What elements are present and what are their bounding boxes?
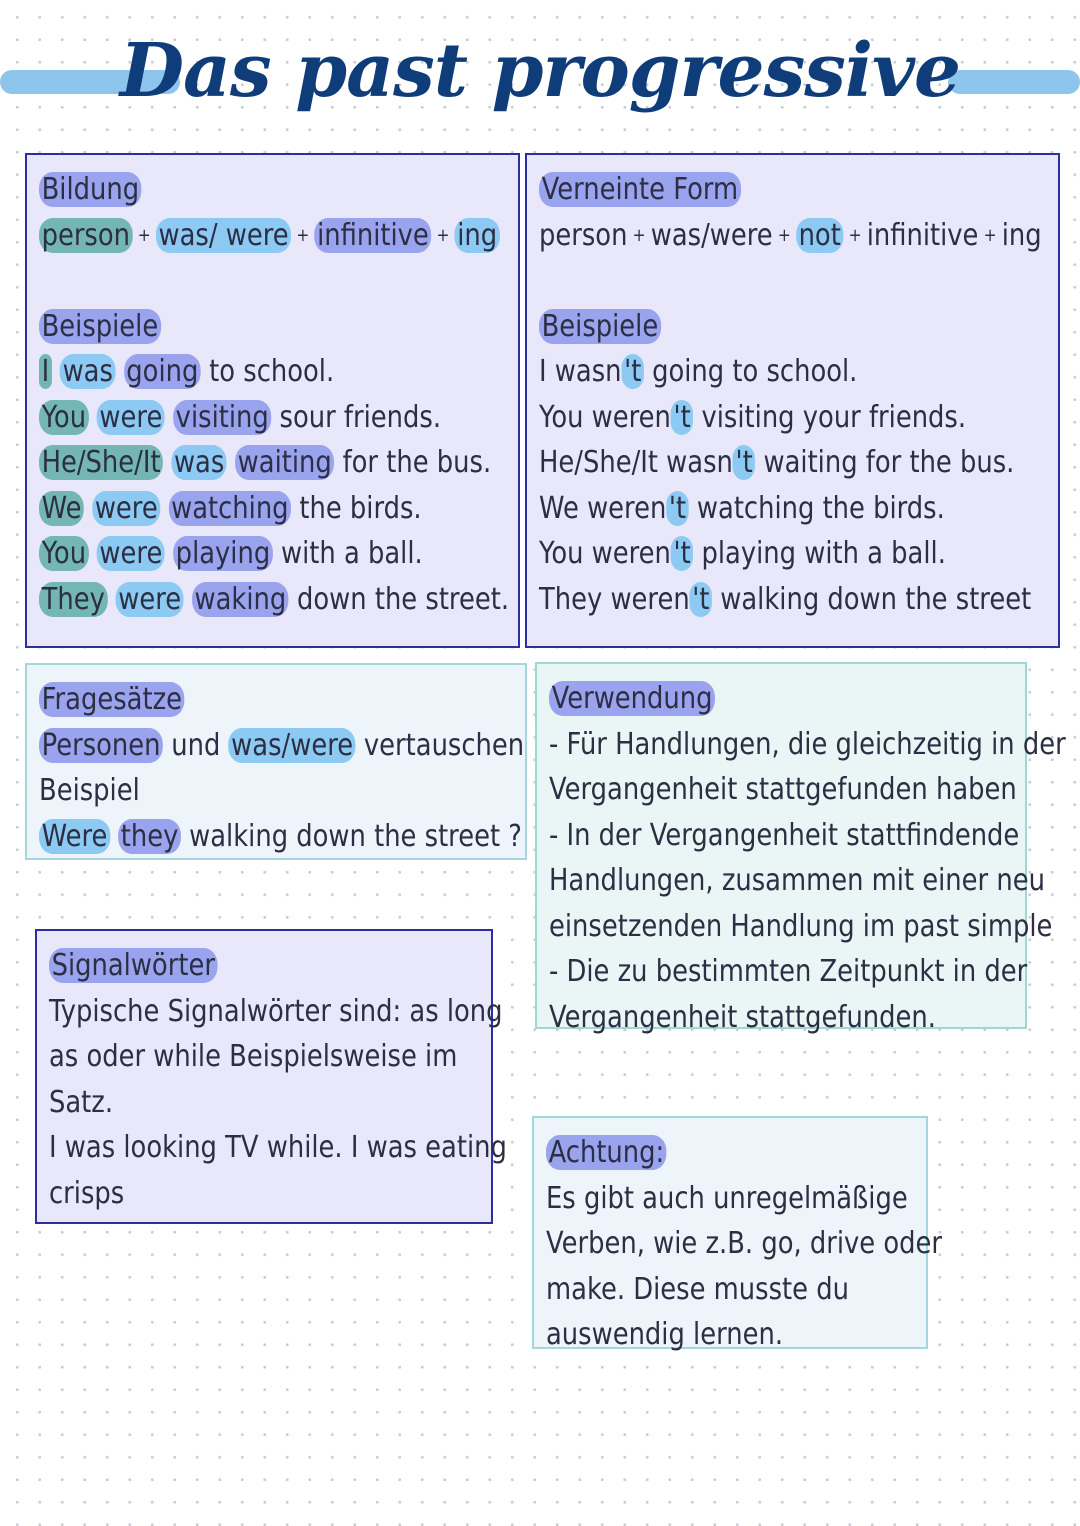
fragesaetze-box: [25, 663, 527, 860]
example-line: You weren't playing with a ball.: [539, 536, 946, 571]
signalwoerter-box: [35, 929, 507, 1224]
verwendung-line: - Die zu bestimmten Zeitpunkt in der: [549, 954, 1028, 989]
signalwoerter-line: Typische Signalwörter sind: as long: [49, 993, 503, 1029]
signalwoerter-line: crisps: [49, 1175, 125, 1211]
fragesaetze-example: Were they walking down the street ?: [39, 814, 512, 860]
achtung-line: make. Diese musste du: [546, 1271, 849, 1307]
formula-person: person: [39, 218, 133, 253]
verneinte-formula: person + was/were + not + infinitive + ing: [539, 217, 1042, 253]
example-line: I was going to school.: [39, 349, 505, 395]
example-line: They were waking down the street.: [39, 577, 505, 623]
bildung-box: [25, 153, 520, 648]
signalwoerter-line: I was looking TV while. I was eating: [49, 1130, 507, 1165]
page-title: Das past progressive: [119, 28, 961, 114]
example-line: I wasn't going to school.: [539, 354, 858, 389]
verneinte-examples: [539, 349, 1046, 622]
signalwoerter-line: as oder while Beispielsweise im: [49, 1039, 458, 1074]
example-line: He/She/It wasn't waiting for the bus.: [539, 445, 1015, 480]
verwendung-line: - Für Handlungen, die gleichzeitig in der: [549, 726, 1066, 762]
bildung-formula: person + was/ were + infinitive + ing: [39, 213, 505, 259]
bildung-examples: [39, 349, 510, 622]
achtung-box: [532, 1116, 943, 1352]
example-line: We were watching the birds.: [39, 486, 505, 532]
formula-not: not: [796, 218, 843, 253]
verwendung-line: - In der Vergangenheit stattfindende: [549, 817, 1020, 853]
formula-ing: ing: [455, 218, 500, 253]
verwendung-line: einsetzenden Handlung im past simple: [549, 908, 1053, 944]
signalwoerter-line: Satz.: [49, 1084, 114, 1120]
verwendung-line: Vergangenheit stattgefunden.: [549, 999, 936, 1035]
verwendung-line: Handlungen, zusammen mit einer neu: [549, 863, 1045, 898]
bildung-heading: Bildung: [39, 172, 142, 207]
verneinte-heading: Verneinte Form: [539, 172, 741, 207]
achtung-line: Es gibt auch unregelmäßige: [546, 1180, 908, 1216]
achtung-line: auswendig lernen.: [546, 1317, 784, 1352]
bildung-beispiele-heading: Beispiele: [39, 309, 161, 344]
fragesaetze-rule: Personen und was/were vertauschen: [39, 723, 512, 769]
example-line: We weren't watching the birds.: [539, 490, 945, 526]
verneinte-beispiele-heading: Beispiele: [539, 309, 661, 344]
formula-was-were: was/ were: [156, 218, 291, 253]
example-line: You were playing with a ball.: [39, 531, 505, 577]
example-line: You were visiting sour friends.: [39, 395, 505, 441]
verwendung-line: Vergangenheit stattgefunden haben: [549, 772, 1017, 807]
example-line: They weren't walking down the street: [539, 581, 1032, 617]
achtung-line: Verben, wie z.B. go, drive oder: [546, 1226, 943, 1261]
signalwoerter-heading: Signalwörter: [49, 948, 218, 983]
verwendung-box: [535, 662, 1066, 1035]
fragesaetze-beispiel-label: Beispiel: [39, 773, 140, 808]
formula-infinitive: infinitive: [315, 218, 432, 253]
example-line: You weren't visiting your friends.: [539, 399, 967, 435]
verwendung-heading: Verwendung: [549, 681, 715, 716]
example-line: He/She/It was waiting for the bus.: [39, 440, 505, 486]
achtung-heading: Achtung:: [546, 1135, 667, 1170]
verneinte-box: [525, 153, 1060, 648]
fragesaetze-heading: Fragesätze: [39, 682, 185, 717]
